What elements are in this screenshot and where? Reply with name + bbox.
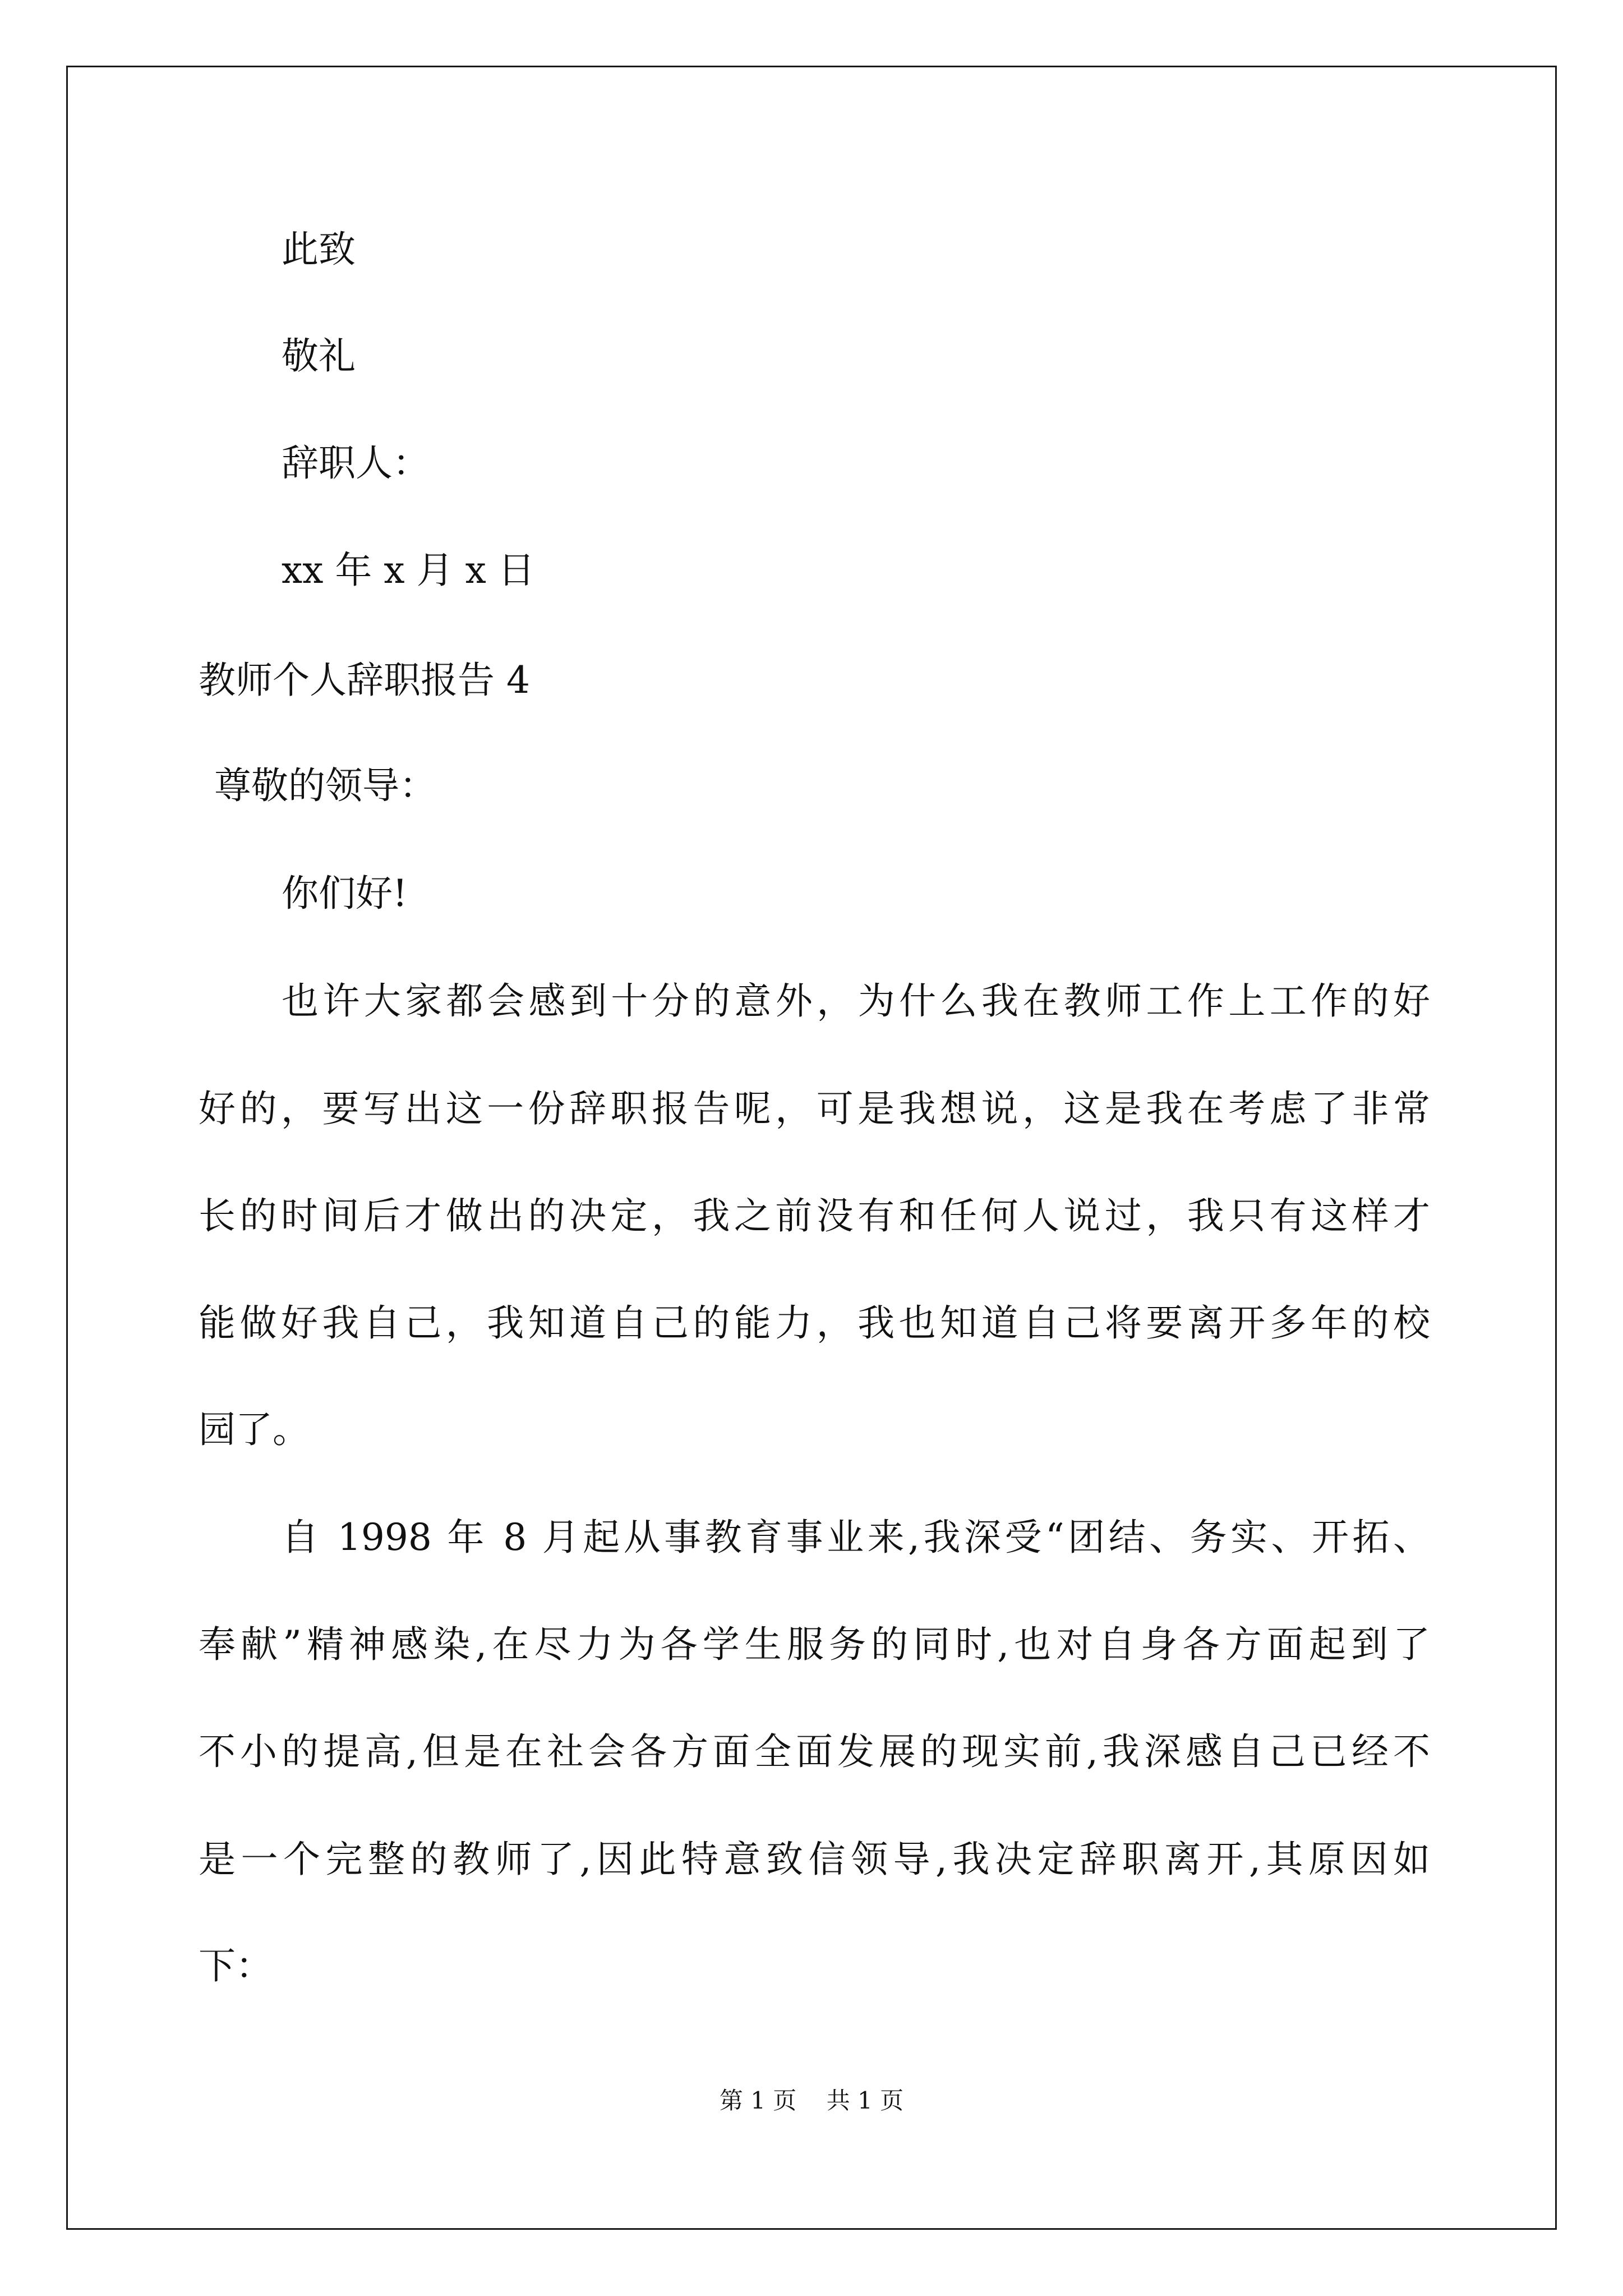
paragraph1-line: 也许大家都会感到十分的意外，为什么我在教师工作上工作的好: [282, 979, 1430, 1023]
salutation: 尊敬的领导：: [214, 764, 436, 807]
paragraph2-line: 是一个完整的教师了,因此特意致信领导,我决定辞职离开,其原因如: [199, 1838, 1430, 1881]
page-border: [66, 66, 1557, 2230]
paragraph2-line: 自 1998 年 8 月起从事教育事业来,我深受“团结、务实、开拓、: [282, 1516, 1430, 1559]
paragraph1-line: 能做好我自己，我知道自己的能力，我也知道自己将要离开多年的校: [199, 1301, 1430, 1345]
resigner-label: 辞职人：: [282, 441, 430, 485]
paragraph2-line: 奉献”精神感染,在尽力为各学生服务的同时,也对自身各方面起到了: [199, 1623, 1430, 1666]
paragraph2-line: 不小的提高,但是在社会各方面全面发展的现实前,我深感自己已经不: [199, 1730, 1430, 1773]
closing-salutation: 此致: [282, 228, 356, 271]
paragraph2-line: 下：: [199, 1944, 273, 1987]
section-title: 教师个人辞职报告 4: [199, 659, 530, 702]
paragraph1-line: 长的时间后才做出的决定，我之前没有和任何人说过，我只有这样才: [199, 1194, 1430, 1237]
greeting: 你们好!: [282, 872, 408, 915]
paragraph1-line: 园了。: [199, 1408, 310, 1451]
page-footer: 第 1 页 共 1 页: [719, 2087, 904, 2114]
closing-regards: 敬礼: [282, 334, 356, 378]
letter-date: xx 年 x 月 x 日: [282, 549, 535, 592]
paragraph1-line: 好的，要写出这一份辞职报告呢，可是我想说，这是我在考虑了非常: [199, 1087, 1430, 1130]
